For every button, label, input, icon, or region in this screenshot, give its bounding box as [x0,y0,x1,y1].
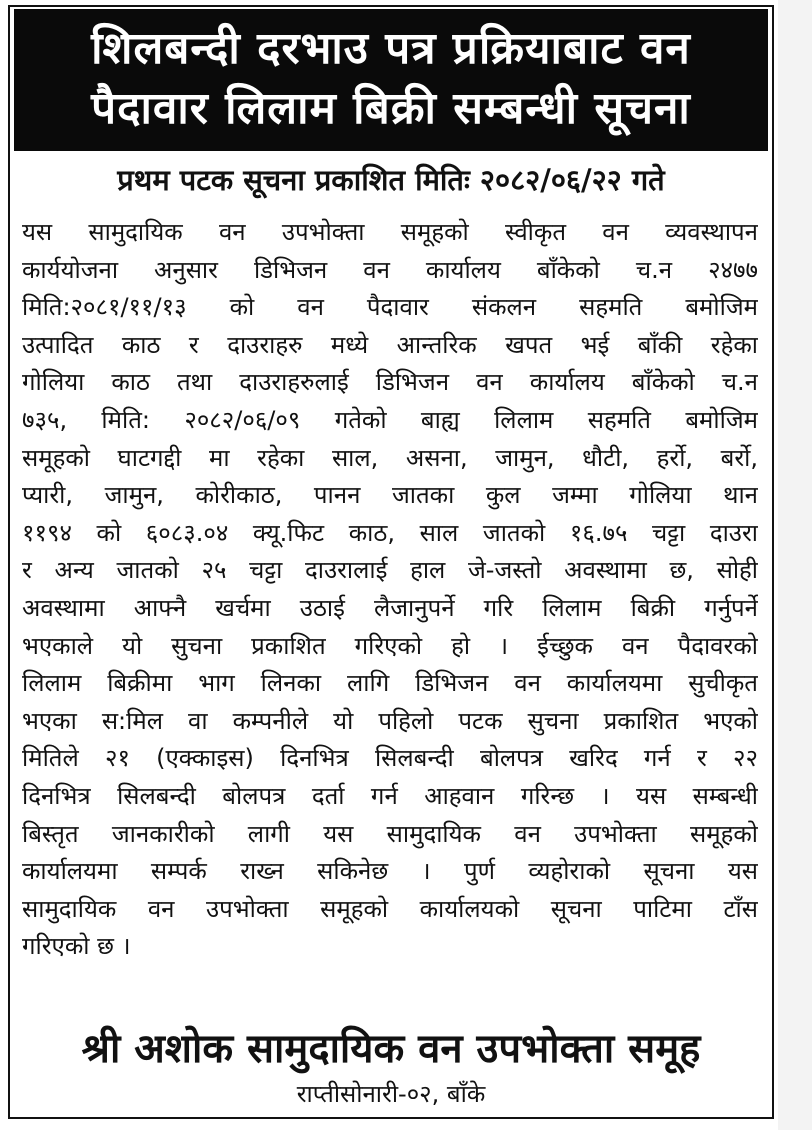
body-line: दिनभित्र सिलबन्दी बोलपत्र दर्ता गर्न आहवान गरिन्छ । यस सम्बन्धी [22,781,758,810]
notice-title-line-1: शिलबन्दी दरभाउ पत्र प्रक्रियाबाट वन [91,23,691,74]
body-line: प्यारी, जामुन, कोरीकाठ, पानन जातका कुल जम्मा गोलिया थान [22,481,758,510]
body-line: भएका स:मिल वा कम्पनीले यो पहिलो पटक सुचना प्रकाशित भएको [22,706,758,735]
body-line: गोलिया काठ तथा दाउराहरुलाई डिभिजन वन कार्यालय बाँकेको च.न [22,368,758,397]
body-line: मितिले २१ (एक्काइस) दिनभित्र सिलबन्दी बोलपत्र खरिद गर्न र २२ [22,744,758,773]
body-line: गरिएको छ । [22,932,131,961]
page-edge-shadow [778,0,812,1130]
body-line: र अन्य जातको २५ चट्टा दाउरालाई हाल जे-जस्तो अवस्थामा छ, सोही [22,556,758,585]
body-line: ११९४ को ६०८३.०४ क्यू.फिट काठ, साल जातको १६.७५ चट्टा दाउरा [22,518,758,547]
body-line: अवस्थामा आफ्नै खर्चमा उठाई लैजानुपर्ने गरि लिलाम बिक्री गर्नुपर्ने [22,593,758,622]
notice-title-line-2: पैदावार लिलाम बिक्री सम्बन्धी सूचना [91,83,691,134]
body-line: समूहको घाटगद्दी मा रहेका साल, असना, जामुन, धौटी, हर्रो, बर्रो, [22,443,758,472]
body-line: मिति:२०८१/११/१३ को वन पैदावार संकलन सहमति बमोजिम [22,293,758,322]
publication-date: प्रथम पटक सूचना प्रकाशित मितिः २०८२/०६/२२ गते [117,163,665,197]
body-line: कार्ययोजना अनुसार डिभिजन वन कार्यालय बाँकेको च.न २४७७ [22,255,758,284]
body-line: बिस्तृत जानकारीको लागी यस सामुदायिक वन उपभोक्ता समूहको [22,819,758,848]
body-line: कार्यालयमा सम्पर्क राख्न सकिनेछ । पुर्ण व्यहोराको सूचना यस [22,857,758,886]
notice-body [22,214,758,966]
body-line: यस सामुदायिक वन उपभोक्ता समूहको स्वीकृत वन व्यवस्थापन [22,218,758,246]
body-line: लिलाम बिक्रीमा भाग लिनका लागि डिभिजन वन कार्यालयमा सुचीकृत [22,669,758,698]
body-line: सामुदायिक वन उपभोक्ता समूहको कार्यालयको सूचना पाटिमा टाँस [22,894,758,923]
organization-name: श्री अशोक सामुदायिक वन उपभोक्ता समूह [81,1026,701,1072]
body-line: भएकाले यो सुचना प्रकाशित गरिएको हो । ईच्छुक वन पैदावरको [22,631,758,660]
body-line: उत्पादित काठ र दाउराहरु मध्ये आन्तरिक खपत भई बाँकी रहेका [22,330,758,359]
notice-title-banner [14,9,768,151]
organization-address: राप्तीसोनारी-०२, बाँके [296,1080,486,1108]
body-line: ७३५, मिति: २०८२/०६/०९ गतेको बाह्य लिलाम सहमति बमोजिम [22,405,758,434]
